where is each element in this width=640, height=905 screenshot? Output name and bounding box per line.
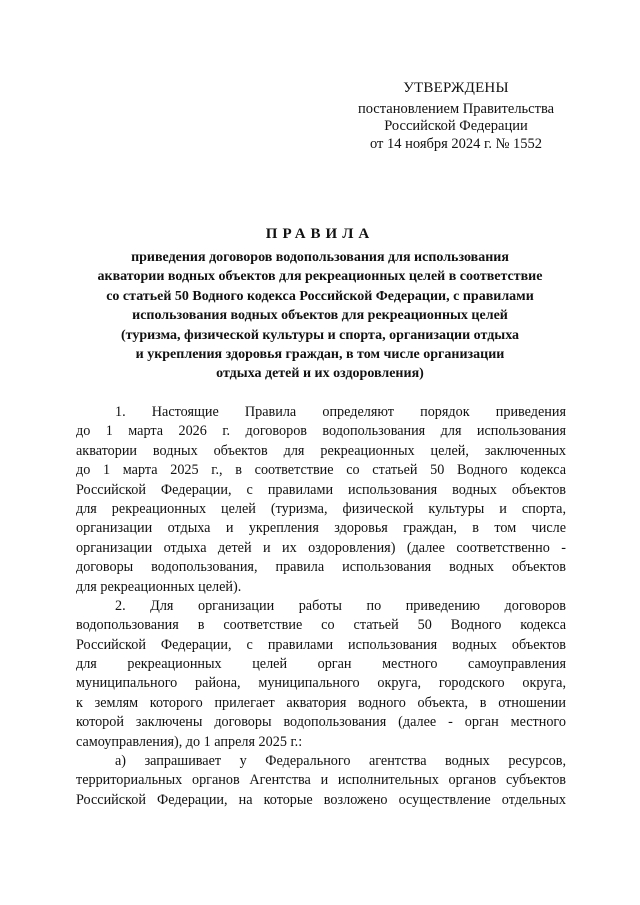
document-title: ПРАВИЛА [265, 226, 375, 242]
subtitle-line: со статьей 50 Водного кодекса Российской Федерации, с правилами [106, 288, 534, 304]
subparagraph-a-line: территориальных органов Агентства и исполнительных органов субъектов [76, 772, 566, 789]
approval-line: от 14 ноября 2024 г. № 1552 [369, 135, 543, 152]
paragraph-1-line: организации отдыха детей и их оздоровления) (далее соответственно - [76, 539, 566, 556]
paragraph-2-line: для рекреационных целей орган местного самоуправления [76, 656, 566, 673]
paragraph-1-line: Российской Федерации, с правилами использования водных объектов [76, 481, 566, 498]
subtitle-line: (туризма, физической культуры и спорта, организации отдыха [120, 327, 520, 343]
approval-line: постановлением Правительства [357, 100, 555, 117]
paragraph-2-line: Российской Федерации, с правилами использования водных объектов [76, 636, 566, 653]
paragraph-1-line: для рекреационных целей (туризма, физической культуры и спорта, [76, 500, 566, 517]
subtitle-line: отдыха детей и их оздоровления) [216, 366, 424, 382]
subtitle-line: акватории водных объектов для рекреационных целей в соответствие [97, 269, 543, 285]
paragraph-1-line: организации отдыха и укрепления здоровья граждан, в том числе [76, 520, 566, 537]
subtitle-line: и укрепления здоровья граждан, в том числе организации [135, 347, 505, 363]
paragraph-1-line: акватории водных объектов для рекреационных целей, заключенных [76, 442, 566, 459]
paragraph-1-line: до 1 марта 2025 г., в соответствие со статьей 50 Водного кодекса [76, 462, 566, 479]
subparagraph-a-line: Российской Федерации, на которые возложено осуществление отдельных [76, 791, 566, 808]
paragraph-1-line: до 1 марта 2026 г. договоров водопользования для использования [76, 423, 566, 440]
paragraph-1-line: для рекреационных целей). [76, 578, 242, 595]
paragraph-1-line: 1. Настоящие Правила определяют порядок приведения [115, 404, 566, 420]
paragraph-2-line: к землям которого прилегает акватория водного объекта, в отношении [76, 694, 566, 711]
document-subtitle [60, 248, 580, 384]
paragraph-2-line: 2. Для организации работы по приведению договоров [115, 597, 566, 614]
paragraph-2-line: которой заключены договоры водопользования (далее - орган местного [76, 714, 566, 731]
approval-line: Российской Федерации [384, 118, 528, 134]
approval-block [338, 80, 574, 153]
subtitle-line: приведения договоров водопользования для использования [131, 250, 509, 265]
subtitle-line: использования водных объектов для рекреационных целей [132, 308, 508, 324]
paragraph-2-line: водопользования в соответствие со статьей 50 Водного кодекса [76, 617, 566, 634]
approval-heading: УТВЕРЖДЕНЫ [403, 80, 509, 96]
paragraph-2-line: самоуправления), до 1 апреля 2025 г.: [76, 733, 303, 750]
subparagraph-a-line: а) запрашивает у Федерального агентства водных ресурсов, [115, 753, 566, 770]
paragraph-2-line: муниципального района, муниципального округа, городского округа, [76, 675, 566, 692]
paragraph-1-line: договоры водопользования, правила использования водных объектов [76, 559, 566, 576]
document-body [76, 403, 566, 810]
